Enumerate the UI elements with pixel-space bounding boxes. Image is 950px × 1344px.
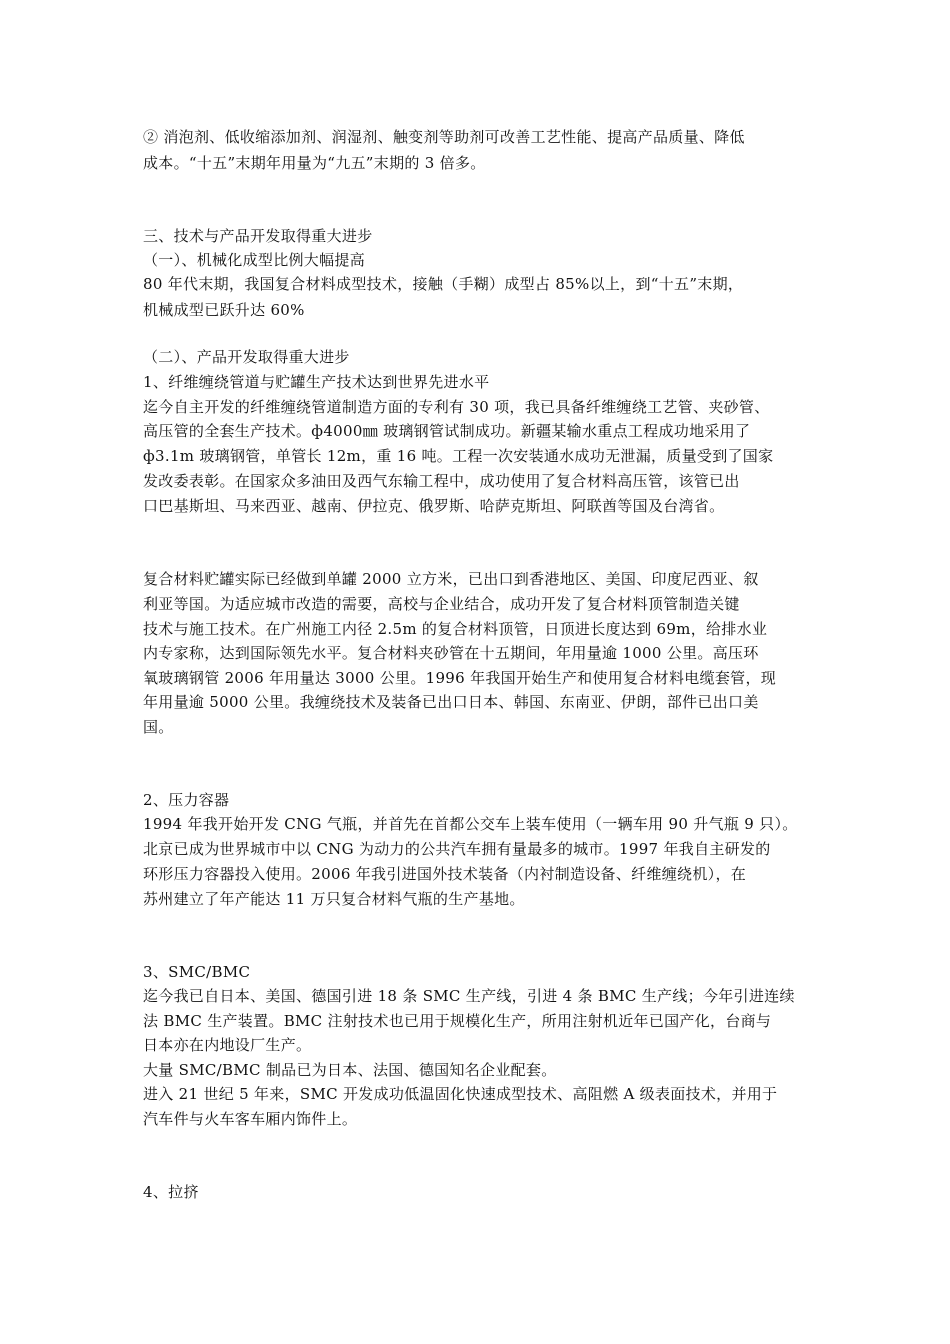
text-line: 1994 年我开始开发 CNG 气瓶，并首先在首都公交车上装车使用（一辆车用 90 升气瓶 9 只）。: [143, 815, 798, 833]
text-line: 迄今自主开发的纤维缠绕管道制造方面的专利有 30 项，我已具备纤维缠绕工艺管、夹砂管、: [143, 398, 770, 416]
subsection-heading: （二）、产品开发取得重大进步: [143, 348, 350, 366]
text-line: 成本。“十五”末期年用量为“九五”末期的 3 倍多。: [143, 154, 486, 172]
text-line: 法 BMC 生产装置。BMC 注射技术也已用于规模化生产，所用注射机近年已国产化，台商与: [143, 1012, 772, 1030]
text-line: 北京已成为世界城市中以 CNG 为动力的公共汽车拥有量最多的城市。1997 年我自主研发的: [143, 840, 771, 858]
text-line: ② 消泡剂、低收缩添加剂、润湿剂、触变剂等助剂可改善工艺性能、提高产品质量、降低: [143, 128, 745, 146]
text-line: 环形压力容器投入使用。2006 年我引进国外技术装备（内衬制造设备、纤维缠绕机），在: [143, 865, 747, 883]
text-line: 高压管的全套生产技术。ф4000㎜ 玻璃钢管试制成功。新疆某输水重点工程成功地采用了: [143, 422, 751, 440]
item-heading: 3、SMC/BMC: [143, 963, 251, 981]
text-line: 复合材料贮罐实际已经做到单罐 2000 立方米，已出口到香港地区、美国、印度尼西亚、叙: [143, 570, 759, 588]
item-heading: 4、拉挤: [143, 1183, 199, 1201]
text-line: 机械成型已跃升达 60%: [143, 301, 305, 319]
item-heading: 2、压力容器: [143, 791, 230, 809]
text-line: 大量 SMC/BMC 制品已为日本、法国、德国知名企业配套。: [143, 1061, 557, 1079]
text-line: 年用量逾 5000 公里。我缠绕技术及装备已出口日本、韩国、东南亚、伊朗，部件已出口美: [143, 693, 759, 711]
text-line: 日本亦在内地设厂生产。: [143, 1036, 312, 1054]
text-line: 氧玻璃钢管 2006 年用量达 3000 公里。1996 年我国开始生产和使用复合材料电缆套管，现: [143, 669, 777, 687]
text-line: 技术与施工技术。在广州施工内径 2.5m 的复合材料顶管，日顶进长度达到 69m，给排水业: [143, 620, 768, 638]
text-line: 利亚等国。为适应城市改造的需要，高校与企业结合，成功开发了复合材料顶管制造关键: [143, 595, 740, 613]
section-heading: 三、技术与产品开发取得重大进步: [143, 227, 373, 245]
text-line: 迄今我已自日本、美国、德国引进 18 条 SMC 生产线，引进 4 条 BMC 生产线；今年引进连续: [143, 987, 795, 1005]
text-line: 口巴基斯坦、马来西亚、越南、伊拉克、俄罗斯、哈萨克斯坦、阿联酋等国及台湾省。: [143, 497, 725, 515]
text-line: 进入 21 世纪 5 年来，SMC 开发成功低温固化快速成型技术、高阻燃 A 级表面技术，并用于: [143, 1085, 778, 1103]
subsection-heading: （一）、机械化成型比例大幅提高: [143, 251, 366, 269]
text-line: 80 年代末期，我国复合材料成型技术，接触（手糊）成型占 85%以上，到“十五”末期，: [143, 275, 744, 293]
text-line: 发改委表彰。在国家众多油田及西气东输工程中，成功使用了复合材料高压管，该管已出: [143, 472, 740, 490]
text-line: 内专家称，达到国际领先水平。复合材料夹砂管在十五期间，年用量逾 1000 公里。高压环: [143, 644, 759, 662]
text-line: 汽车件与火车客车厢内饰件上。: [143, 1110, 358, 1128]
text-line: ф3.1m 玻璃钢管，单管长 12m，重 16 吨。工程一次安装通水成功无泄漏，质量受到了国家: [143, 447, 774, 465]
text-line: 国。: [143, 718, 174, 736]
text-line: 苏州建立了年产能达 11 万只复合材料气瓶的生产基地。: [143, 890, 525, 908]
item-heading: 1、纤维缠绕管道与贮罐生产技术达到世界先进水平: [143, 373, 490, 391]
